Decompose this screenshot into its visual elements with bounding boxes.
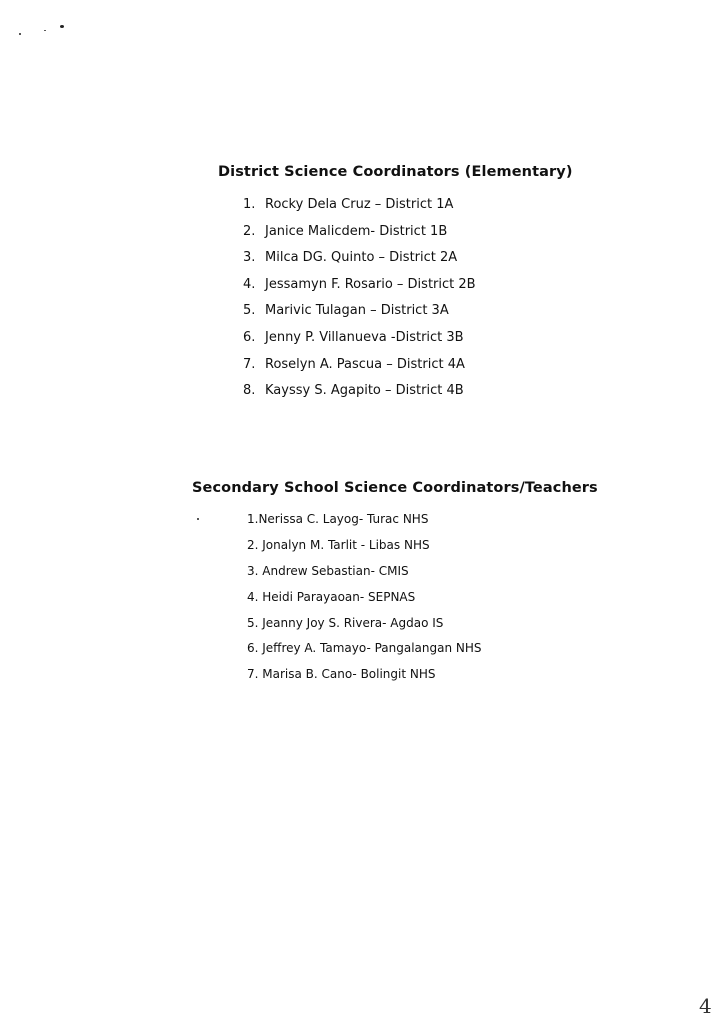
- item-number: 5.: [243, 303, 256, 319]
- list-item: [243, 222, 476, 249]
- item-text: Janice Malicdem- District 1B: [265, 223, 448, 239]
- item-text: Roselyn A. Pascua – District 4A: [265, 356, 465, 372]
- list-item: 1.Nerissa C. Layog- Turac NHS: [247, 512, 429, 526]
- page-number: 4: [699, 994, 712, 1018]
- list-item: 2. Jonalyn M. Tarlit - Libas NHS: [247, 537, 430, 552]
- elementary-section-title: District Science Coordinators (Elementary): [218, 164, 573, 180]
- scan-speck: [19, 33, 21, 35]
- item-number: 3.: [243, 250, 256, 266]
- list-item: 6. Jeffrey A. Tamayo- Pangalangan NHS: [247, 641, 482, 656]
- item-number: 8.: [243, 383, 256, 399]
- scan-speck: [44, 30, 46, 31]
- list-item: [243, 381, 476, 408]
- list-item: 4. Heidi Parayaoan- SEPNAS: [247, 589, 416, 604]
- item-number: 4.: [243, 276, 256, 292]
- item-number: 2.: [243, 223, 256, 239]
- item-text: Marivic Tulagan – District 3A: [265, 303, 449, 319]
- secondary-section-title: Secondary School Science Coordinators/Teachers: [192, 480, 598, 496]
- list-item: [243, 301, 476, 328]
- list-item: 3. Andrew Sebastian- CMIS: [247, 563, 409, 578]
- list-item: [243, 195, 476, 222]
- list-item: [243, 248, 476, 275]
- item-text: Kayssy S. Agapito – District 4B: [265, 383, 464, 399]
- scan-speck: [197, 518, 199, 520]
- secondary-coordinator-list: [247, 509, 482, 690]
- list-item: 5. Jeanny Joy S. Rivera- Agdao IS: [247, 615, 444, 630]
- list-item: 7. Marisa B. Cano- Bolingit NHS: [247, 667, 436, 682]
- item-number: 7.: [243, 356, 256, 372]
- scan-speck: [60, 25, 64, 28]
- item-text: Milca DG. Quinto – District 2A: [265, 250, 458, 266]
- item-number: 6.: [243, 329, 256, 345]
- list-item: [243, 328, 476, 355]
- item-text: Jessamyn F. Rosario – District 2B: [265, 276, 476, 292]
- item-number: 1.: [243, 197, 256, 212]
- item-text: Rocky Dela Cruz – District 1A: [265, 197, 454, 212]
- list-item: [243, 275, 476, 302]
- item-text: Jenny P. Villanueva -District 3B: [265, 329, 464, 345]
- list-item: [243, 355, 476, 382]
- elementary-coordinator-list: [243, 195, 476, 408]
